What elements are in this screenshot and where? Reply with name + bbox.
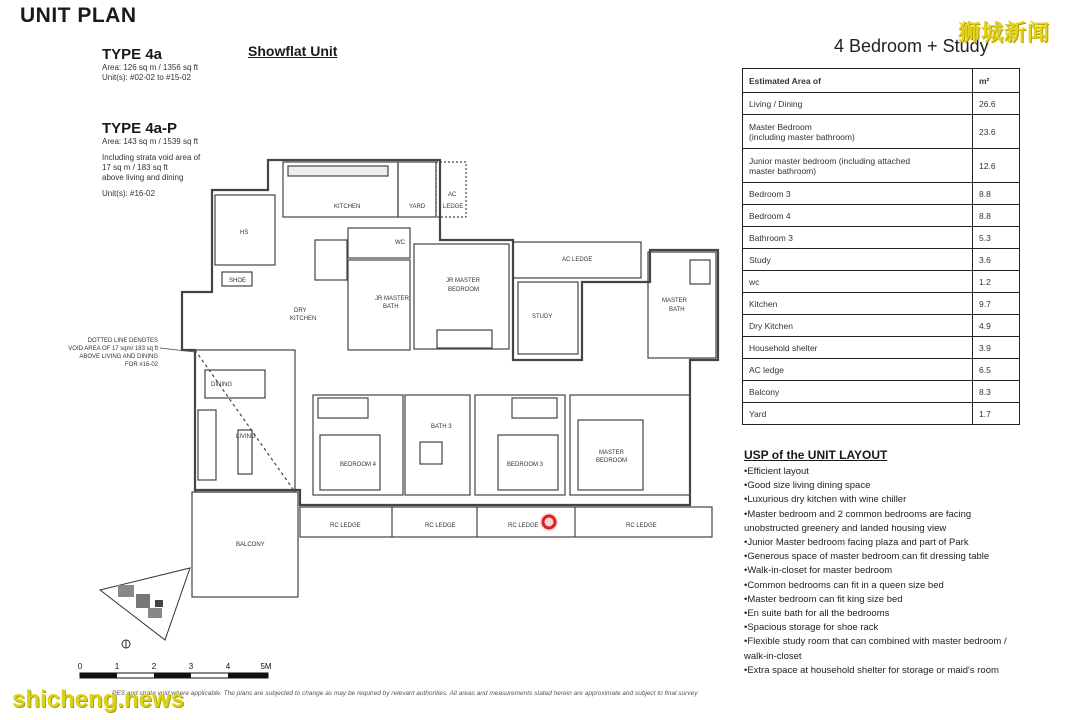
row-label: Yard — [743, 403, 973, 425]
label-shoe: SHOE — [229, 278, 247, 284]
row-label: Bedroom 3 — [743, 183, 973, 205]
void-note-line-3: ABOVE LIVING AND DINING — [79, 354, 158, 360]
scale-tick-3: 3 — [188, 662, 194, 671]
row-value: 26.6 — [973, 93, 1020, 115]
type-4a-title: TYPE 4a — [102, 46, 163, 63]
label-dry-kitchen: DRY — [294, 308, 307, 314]
watermark-chinese: 狮城新闻 — [958, 20, 1051, 45]
label-study: STUDY — [532, 314, 553, 320]
list-item: unobstructed greenery and landed housing view — [744, 522, 947, 534]
label-jr-master-bath-2: BATH — [383, 304, 399, 310]
list-item: •Junior Master bedroom facing plaza and part of Park — [744, 537, 969, 549]
label-dry-kitchen-2: KITCHEN — [290, 316, 317, 322]
row-label: Household shelter — [743, 337, 973, 359]
showflat-heading: Showflat Unit — [248, 43, 338, 59]
list-item: •Walk-in-closet for master bedroom — [744, 565, 893, 577]
label-bedroom-4: BEDROOM 4 — [340, 462, 377, 468]
scale-tick-5m: 5M — [260, 662, 272, 671]
row-value: 3.9 — [973, 337, 1020, 359]
scale-tick-4: 4 — [225, 662, 231, 671]
table-row — [743, 337, 1020, 359]
row-value: 4.9 — [973, 315, 1020, 337]
label-ac-ledge-top: AC — [448, 192, 457, 198]
void-note-line-1: DOTTED LINE DENOTES — [87, 338, 158, 344]
label-living: LIVING — [236, 434, 256, 440]
label-hs: HS — [240, 230, 249, 236]
row-label: Bathroom 3 — [743, 227, 973, 249]
type-4ap-note-2: 17 sq m / 183 sq ft — [102, 163, 168, 172]
area-table-header-label: Estimated Area of — [743, 69, 973, 93]
label-ac-ledge-top-2: LEDGE — [443, 204, 464, 210]
row-label: wc — [743, 271, 973, 293]
label-jr-master-bedroom-2: BEDROOM — [448, 287, 480, 293]
row-value: 1.2 — [973, 271, 1020, 293]
void-note-line-4: FOR #16-02 — [124, 362, 158, 368]
table-row — [743, 227, 1020, 249]
scale-bar — [80, 673, 268, 678]
type-4a-units: Unit(s): #02-02 to #15-02 — [102, 73, 191, 82]
list-item: walk-in-closet — [744, 650, 802, 662]
list-item: •Master bedroom and 2 common bedrooms are facing — [744, 508, 972, 520]
type-4a-area: Area: 126 sq m / 1356 sq ft — [102, 63, 199, 72]
row-value: 8.8 — [973, 205, 1020, 227]
list-item: •Efficient layout — [744, 466, 809, 477]
label-master-bedroom: MASTER — [599, 450, 625, 456]
label-bath-3: BATH 3 — [431, 424, 452, 430]
label-yard: YARD — [409, 204, 426, 210]
table-row — [743, 271, 1020, 293]
label-master-bath: MASTER — [662, 298, 688, 304]
row-label: Bedroom 4 — [743, 205, 973, 227]
row-label: AC ledge — [743, 359, 973, 381]
row-value: 8.3 — [973, 381, 1020, 403]
north-arrow-icon — [122, 640, 130, 648]
table-row — [743, 249, 1020, 271]
label-rc-ledge-3: RC LEDGE — [508, 523, 539, 529]
row-label: Living / Dining — [743, 93, 973, 115]
label-master-bedroom-2: BEDROOM — [596, 458, 628, 464]
label-rc-ledge-2: RC LEDGE — [425, 523, 456, 529]
table-row — [743, 293, 1020, 315]
usp-title: USP of the UNIT LAYOUT — [744, 448, 888, 462]
list-item: •En suite bath for all the bedrooms — [744, 608, 890, 620]
label-rc-ledge-4: RC LEDGE — [626, 523, 657, 529]
list-item: •Common bedrooms can fit in a queen size bed — [744, 579, 944, 591]
row-value: 9.7 — [973, 293, 1020, 315]
label-dining: DINING — [211, 382, 232, 388]
type-4ap-note-1: Including strata void area of — [102, 153, 201, 162]
void-note-line-2: VOID AREA OF 17 sqm/ 183 sq ft — [68, 346, 158, 352]
row-value: 8.8 — [973, 183, 1020, 205]
list-item: •Master bedroom can fit king size bed — [744, 593, 903, 605]
list-item: •Flexible study room that can combined with master bedroom / — [744, 636, 1007, 648]
list-item: •Luxurious dry kitchen with wine chiller — [744, 494, 907, 506]
type-4ap-area: Area: 143 sq m / 1539 sq ft — [102, 137, 199, 146]
label-rc-ledge-1: RC LEDGE — [330, 523, 361, 529]
row-label: Dry Kitchen — [743, 315, 973, 337]
key-plan-icon — [100, 568, 190, 640]
watermark-english: shicheng.news — [12, 686, 185, 713]
row-value: 3.6 — [973, 249, 1020, 271]
row-label: Study — [743, 249, 973, 271]
label-jr-master-bedroom: JR MASTER — [446, 278, 481, 284]
row-value: 1.7 — [973, 403, 1020, 425]
row-label: Kitchen — [743, 293, 973, 315]
usp-list — [744, 465, 1064, 678]
table-row — [743, 205, 1020, 227]
table-row — [743, 115, 1020, 149]
list-item: •Good size living dining space — [744, 480, 871, 492]
row-value: 6.5 — [973, 359, 1020, 381]
row-label: Master Bedroom (including master bathroom) — [743, 115, 973, 149]
area-table-header-unit: m² — [973, 69, 1020, 93]
scale-tick-2: 2 — [151, 662, 157, 671]
row-value: 12.6 — [973, 149, 1020, 183]
scale-tick-0: 0 — [77, 662, 83, 671]
table-row — [743, 359, 1020, 381]
list-item: •Extra space at household shelter for storage or maid's room — [744, 664, 999, 676]
label-balcony: BALCONY — [236, 542, 265, 548]
table-row — [743, 183, 1020, 205]
label-bedroom-3: BEDROOM 3 — [507, 462, 544, 468]
table-row — [743, 93, 1020, 115]
label-wc: WC — [395, 240, 405, 246]
label-ac-ledge-mid: AC LEDGE — [562, 257, 593, 263]
area-table-header — [743, 69, 1020, 93]
table-row — [743, 315, 1020, 337]
location-marker-glow — [540, 513, 558, 531]
type-4ap-title: TYPE 4a-P — [102, 120, 178, 137]
footnote: PES and strata void where applicable. The plans are subjected to change as may be required by relevant authorities. All areas and measurements stated herein are approximate and subject to final survey — [112, 690, 698, 697]
list-item: •Spacious storage for shoe rack — [744, 622, 879, 634]
list-item: •Generous space of master bedroom can fit dressing table — [744, 551, 990, 563]
label-master-bath-2: BATH — [669, 307, 685, 313]
label-jr-master-bath: JR MASTER — [375, 296, 410, 302]
area-table — [742, 68, 1020, 425]
bedroom-study-heading: 4 Bedroom + Study — [834, 36, 989, 56]
label-kitchen: KITCHEN — [334, 204, 361, 210]
table-row — [743, 149, 1020, 183]
page-title: UNIT PLAN — [20, 4, 137, 27]
row-label: Balcony — [743, 381, 973, 403]
table-row — [743, 403, 1020, 425]
row-value: 23.6 — [973, 115, 1020, 149]
type-4ap-units: Unit(s): #16-02 — [102, 189, 155, 198]
scale-tick-1: 1 — [114, 662, 120, 671]
table-row — [743, 381, 1020, 403]
row-value: 5.3 — [973, 227, 1020, 249]
row-label: Junior master bedroom (including attached master bathroom) — [743, 149, 973, 183]
type-4ap-note-3: above living and dining — [102, 173, 184, 182]
